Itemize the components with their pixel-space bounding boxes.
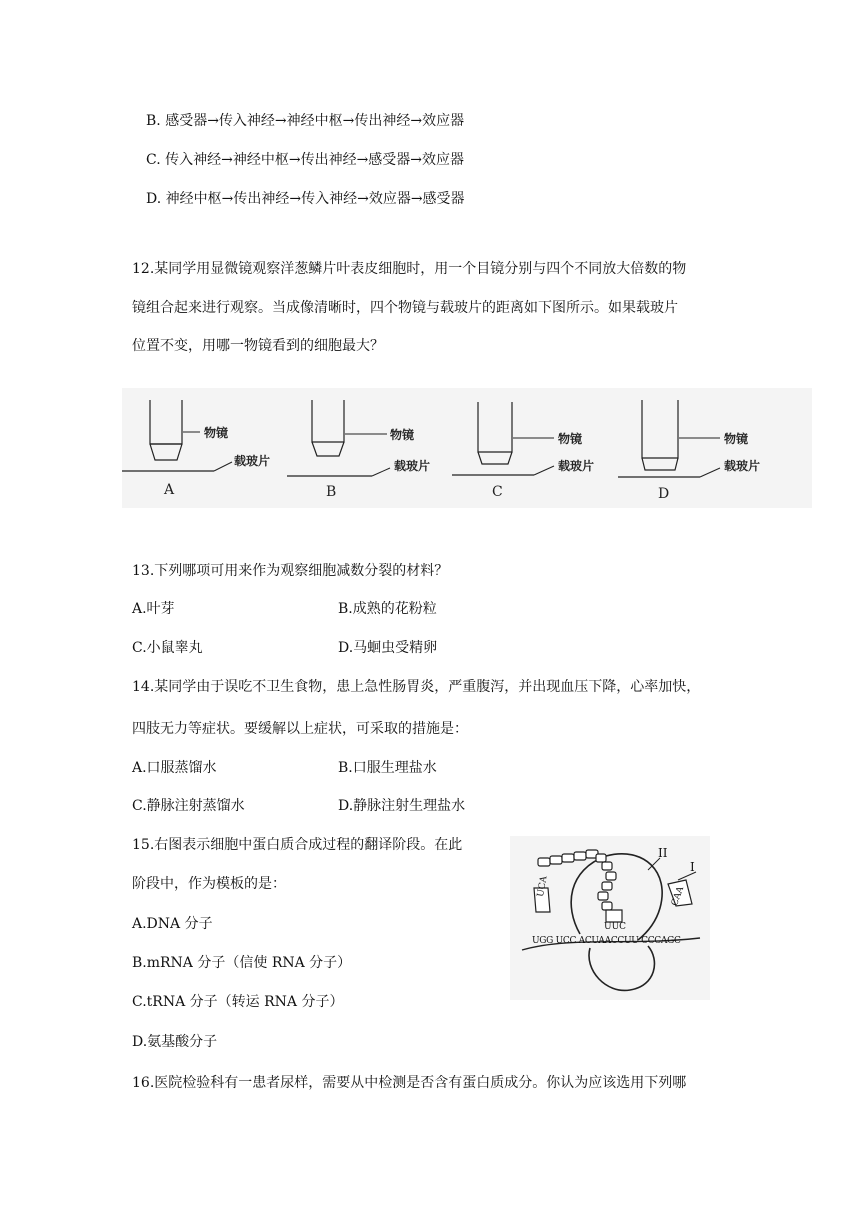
q15-stem-line-1: 15.右图表示细胞中蛋白质合成过程的翻译阶段。在此 (132, 837, 463, 853)
slide-label-d: 载玻片 (724, 459, 761, 473)
translation-figure (510, 836, 710, 1000)
trna-middle (606, 910, 622, 922)
objective-label-a: 物镜 (204, 426, 229, 440)
q15-stem-line-2: 阶段中，作为模板的是： (132, 876, 286, 892)
slide-label-c: 载玻片 (558, 459, 595, 473)
translation-diagram (510, 836, 710, 1000)
q14-option-b: B.口服生理盐水 (338, 760, 437, 776)
q14-option-c: C.静脉注射蒸馏水 (132, 798, 245, 814)
q16-stem: 16.医院检验科有一患者尿样，需要从中检测是否含有蛋白质成分。你认为应该选用下列哪 (132, 1075, 687, 1091)
codon-left: UCA (536, 875, 550, 898)
q14-stem-line-2: 四肢无力等症状。要缓解以上症状，可采取的措施是： (132, 721, 468, 737)
q13-stem: 13.下列哪项可用来作为观察细胞减数分裂的材料？ (132, 563, 449, 579)
q11-option-b: B. 感受器→传入神经→神经中枢→传出神经→效应器 (146, 113, 465, 129)
slide-label-b: 载玻片 (394, 459, 431, 473)
q15-option-a: A.DNA 分子 (132, 916, 213, 932)
q15-option-d: D.氨基酸分子 (132, 1034, 218, 1050)
q12-stem-line-1: 12.某同学用显微镜观察洋葱鳞片叶表皮细胞时，用一个目镜分别与四个不同放大倍数的物 (132, 261, 687, 277)
objective-label-c: 物镜 (558, 432, 583, 446)
q15-option-b: B.mRNA 分子（信使 RNA 分子） (132, 955, 352, 971)
objective-letter-a: A (164, 482, 175, 498)
q13-option-b: B.成熟的花粉粒 (338, 601, 437, 617)
objective-label-b: 物镜 (390, 428, 415, 442)
q11-option-c: C. 传入神经→神经中枢→传出神经→感受器→效应器 (146, 152, 465, 168)
objective-letter-b: B (326, 484, 337, 500)
mrna-sequence: UGG UCC ACUAACCUU CCCAGC (532, 936, 681, 946)
q15-option-c: C.tRNA 分子（转运 RNA 分子） (132, 994, 344, 1010)
codon-middle: UUC (604, 922, 627, 932)
q11-option-d: D. 神经中枢→传出神经→传入神经→效应器→感受器 (146, 191, 465, 207)
codon-right: CAA (670, 885, 687, 908)
slide-label-a: 载玻片 (234, 454, 271, 468)
q13-option-c: C.小鼠睾丸 (132, 640, 203, 656)
objective-letter-d: D (658, 486, 670, 502)
q14-stem-line-1: 14.某同学由于误吃不卫生食物，患上急性肠胃炎，严重腹泻，并出现血压下降，心率加快， (132, 679, 701, 695)
label-i: I (690, 860, 695, 874)
label-ii: II (658, 846, 668, 860)
q14-option-a: A.口服蒸馏水 (132, 760, 217, 776)
objective-lens-diagram (122, 388, 812, 508)
objective-letter-c: C (492, 484, 503, 500)
figure-background (122, 388, 812, 508)
q14-option-d: D.静脉注射生理盐水 (338, 798, 466, 814)
q12-stem-line-3: 位置不变，用哪一物镜看到的细胞最大？ (132, 338, 384, 354)
objective-label-d: 物镜 (724, 432, 749, 446)
q12-stem-line-2: 镜组合起来进行观察。当成像清晰时，四个物镜与载玻片的距离如下图所示。如果载玻片 (132, 300, 678, 316)
objective-lens-figure (122, 388, 812, 508)
q13-option-d: D.马蛔虫受精卵 (338, 640, 438, 656)
q13-option-a: A.叶芽 (132, 601, 175, 617)
